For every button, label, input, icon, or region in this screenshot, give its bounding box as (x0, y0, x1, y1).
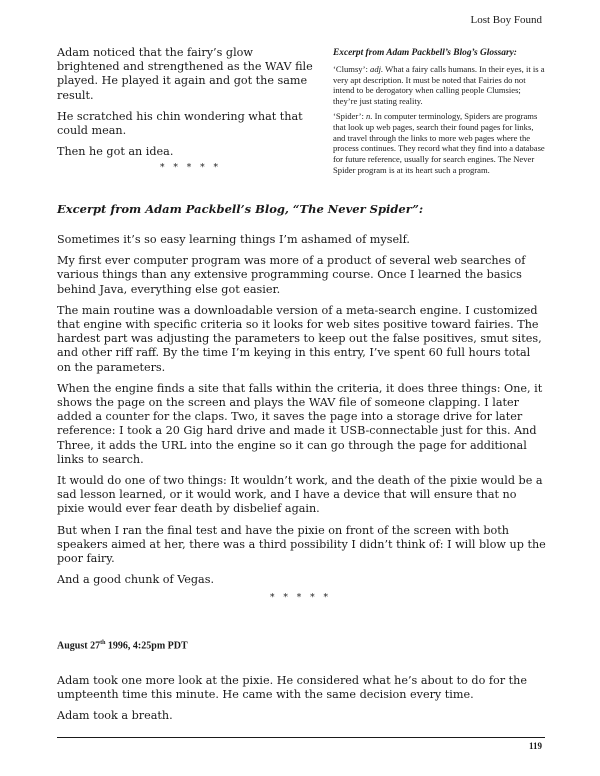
paragraph: Adam took one more look at the pixie. He considered what he’s about to do for the umpteenth time this minute. He came with the same decision every time. (57, 674, 527, 702)
glossary-title: Excerpt from Adam Packbell’s Blog’s Glossary: (333, 48, 517, 58)
glossary-sidebar (333, 48, 545, 180)
glossary-definition: What a fairy calls humans. In their eyes, it is a very apt description. It must be noted that Fairies do not intend to be derogatory when calling people Clumsies; they’re just stating reality. (333, 63, 545, 107)
glossary-term: ‘Spider’: (333, 110, 364, 121)
paragraph: The main routine was a downloadable version of a meta-search engine. I customized that engine with specific criteria so it looks for web sites positive toward fairies. The hardest part was adjusting the parameters to keep out the false positives, smut sites, and other riff raff. By the time I’m keying in this entry, I’ve spent 60 full hours total on the parameters. (57, 303, 542, 374)
dateline-ordinal: th (100, 640, 106, 646)
glossary-definition: In computer terminology, Spiders are programs that look up web pages, search their found pages for links, and travel through the links to more web pages where the process continues. They record what they find into a database for future reference, usually for search engines. The Never Spider program is at its heart such a program. (333, 110, 545, 175)
glossary-term: ‘Clumsy’: (333, 63, 368, 74)
paragraph: And a good chunk of Vegas. (57, 573, 215, 587)
paragraph: Adam noticed that the fairy’s glow brightened and strengthened as the WAV file played. He played it again and got the same result. (57, 46, 313, 102)
glossary-part-of-speech: adj. (370, 63, 384, 74)
blog-excerpt-body (57, 233, 547, 594)
scene-break-top: * * * * * (160, 163, 221, 173)
paragraph: Then he got an idea. (57, 145, 174, 159)
scene-break-bottom: * * * * * (270, 593, 331, 603)
paragraph: But when I ran the final test and have the pixie on front of the screen with both speakers aimed at her, there was a third possibility I didn’t think of: I will blow up the poor fairy. (57, 523, 546, 566)
glossary-entry (333, 111, 545, 176)
glossary-part-of-speech: n. (366, 110, 373, 121)
dateline-month-day: August 27 (57, 640, 101, 652)
paragraph: When the engine finds a site that falls within the criteria, it does three things: One, it shows the page on the screen and plays the WAV file of someone clapping. I later added a counter for the claps. Two, it saves the page into a storage drive for later reference: I took a 20 Gig hard drive and made it USB-connectable just for this. And Three, it adds the URL into the engine so it can go through the page for additional links to search. (57, 381, 543, 466)
dateline-rest: 1996, 4:25pm PDT (105, 640, 188, 652)
paragraph: Adam took a breath. (57, 709, 173, 723)
paragraph: My first ever computer program was more of a product of several web searches of various things than any extensive programming course. Once I learned the basics behind Java, everything else got easier. (57, 254, 526, 296)
paragraph: He scratched his chin wondering what that could mean. (57, 109, 303, 138)
page-number: 119 (528, 741, 542, 751)
story-text-bottom (57, 674, 547, 731)
glossary-entry (333, 64, 545, 107)
running-header-title: Lost Boy Found (470, 14, 542, 26)
section-dateline (57, 640, 188, 651)
footer-divider (57, 737, 545, 738)
story-text-top (57, 46, 319, 166)
blog-excerpt-heading: Excerpt from Adam Packbell’s Blog, “The Never Spider”: (57, 202, 424, 216)
paragraph: It would do one of two things: It wouldn’t work, and the death of the pixie would be a sad lesson learned, or it would work, and I have a device that will ensure that no pixie would ever fear death by disbelief again. (57, 474, 543, 516)
paragraph: Sometimes it’s so easy learning things I’m ashamed of myself. (57, 233, 410, 246)
